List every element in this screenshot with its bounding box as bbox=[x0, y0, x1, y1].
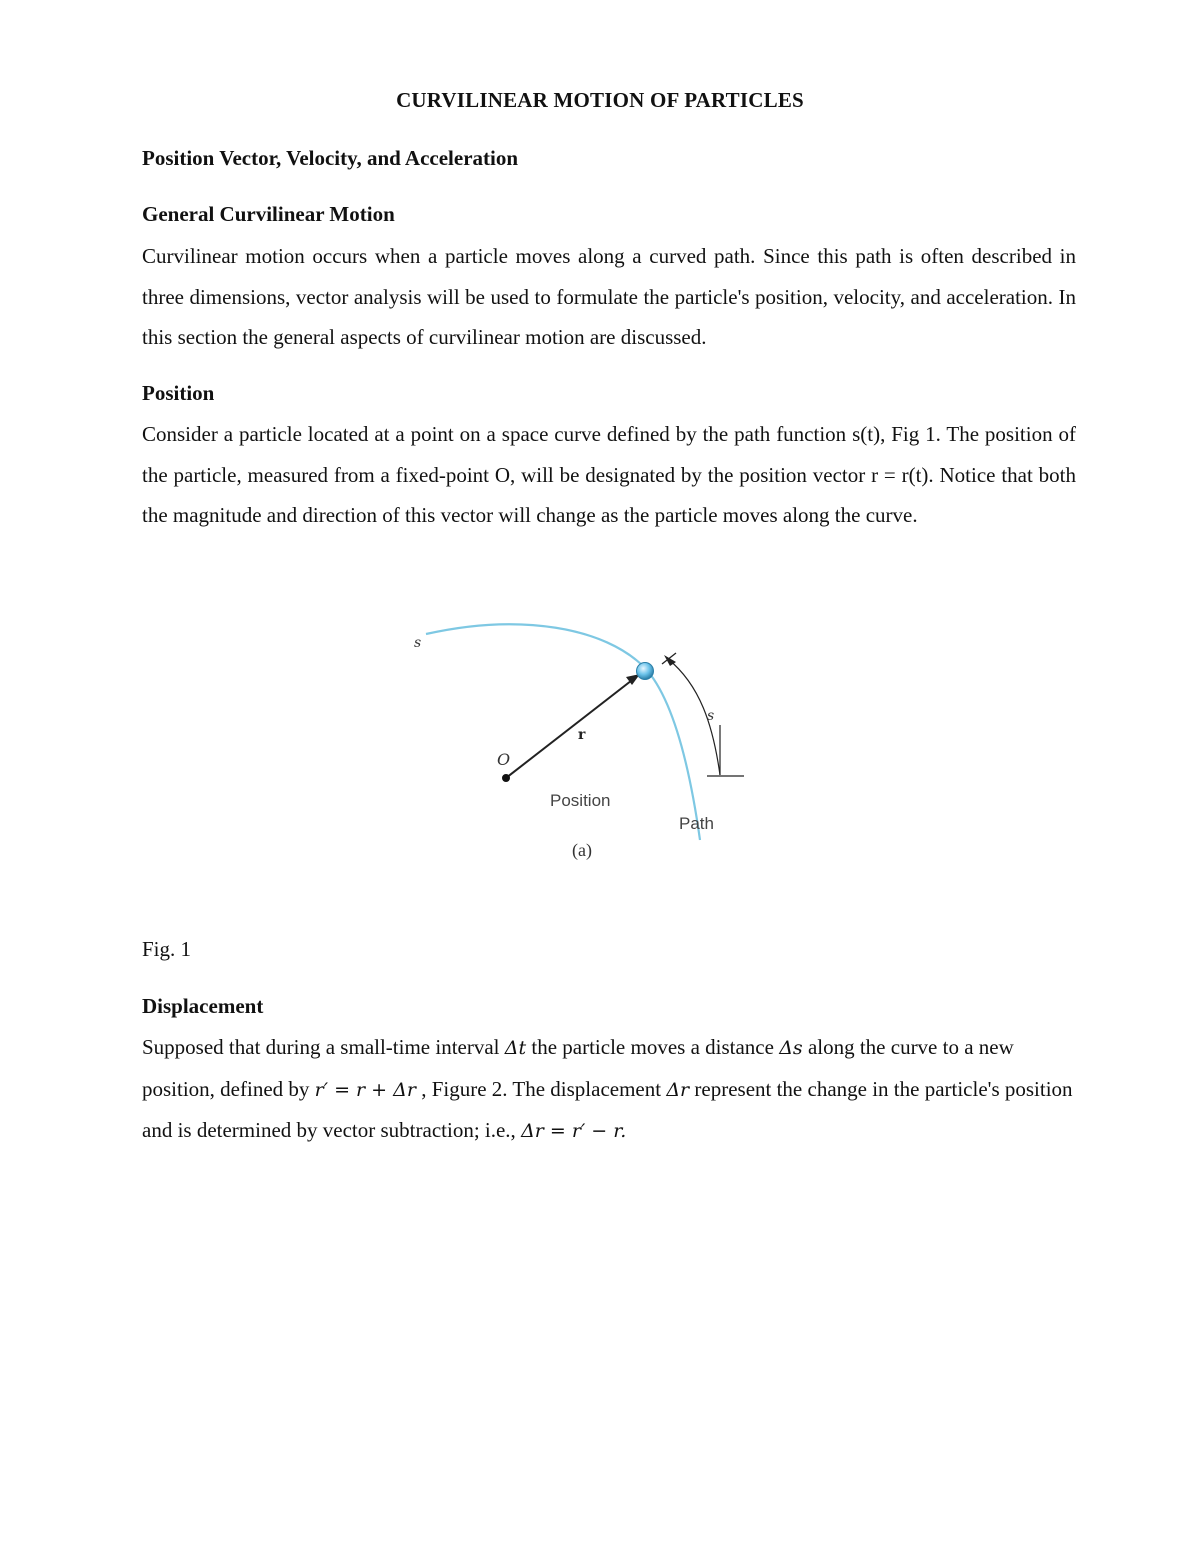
displacement-text-5: represent the change in the particle's position and is determined by vector subtraction; i.e., bbox=[142, 1076, 1073, 1142]
math-new-position: r′ = r + Δr bbox=[314, 1078, 416, 1101]
position-diagram bbox=[400, 615, 760, 870]
displacement-heading: Displacement bbox=[142, 994, 264, 1018]
label-s-top: s bbox=[414, 635, 422, 651]
document-title: CURVILINEAR MOTION OF PARTICLES bbox=[396, 88, 804, 112]
position-heading: Position bbox=[142, 381, 215, 405]
label-s-side: s bbox=[707, 708, 715, 724]
figure-caption: Fig. 1 bbox=[142, 937, 192, 961]
section-heading: Position Vector, Velocity, and Acceleration bbox=[142, 146, 519, 170]
math-delta-s: Δs bbox=[779, 1037, 803, 1059]
math-subtraction: Δr = r′ − r. bbox=[521, 1120, 627, 1142]
general-motion-heading: General Curvilinear Motion bbox=[142, 202, 395, 226]
label-position: Position bbox=[550, 791, 611, 810]
math-delta-r: Δr bbox=[666, 1078, 690, 1101]
general-motion-paragraph: Curvilinear motion occurs when a particle moves along a curved path. Since this path is often described in three dimensions, vector analysis will be used to formulate the particle's position, velocity, and acceleration. In this section the general aspects of curvilinear motion are discussed. bbox=[142, 244, 1076, 349]
math-delta-t: Δt bbox=[504, 1037, 527, 1059]
displacement-text-3: along the curve to a new position, defined by bbox=[142, 1035, 1014, 1101]
displacement-paragraph bbox=[142, 1027, 1076, 1152]
label-path: Path bbox=[679, 814, 714, 833]
position-paragraph: Consider a particle located at a point on a space curve defined by the path function s(t), Fig 1. The position of the particle, measured from a fixed-point O, will be designated by the position vector r = r(t). Notice that both the magnitude and direction of this vector will change as the particle moves along the curve. bbox=[142, 422, 1076, 527]
displacement-text-1: Supposed that during a small-time interval bbox=[142, 1035, 505, 1059]
position-vector-r bbox=[506, 677, 636, 778]
displacement-text-4: , Figure 2. The displacement bbox=[415, 1076, 667, 1101]
origin-point bbox=[502, 774, 510, 782]
particle bbox=[637, 663, 654, 680]
label-r: r bbox=[578, 727, 586, 743]
label-subfigure-a: (a) bbox=[572, 840, 592, 860]
position-figure bbox=[400, 615, 760, 870]
label-origin: O bbox=[497, 750, 511, 769]
displacement-text-2: the particle moves a distance bbox=[526, 1035, 780, 1059]
